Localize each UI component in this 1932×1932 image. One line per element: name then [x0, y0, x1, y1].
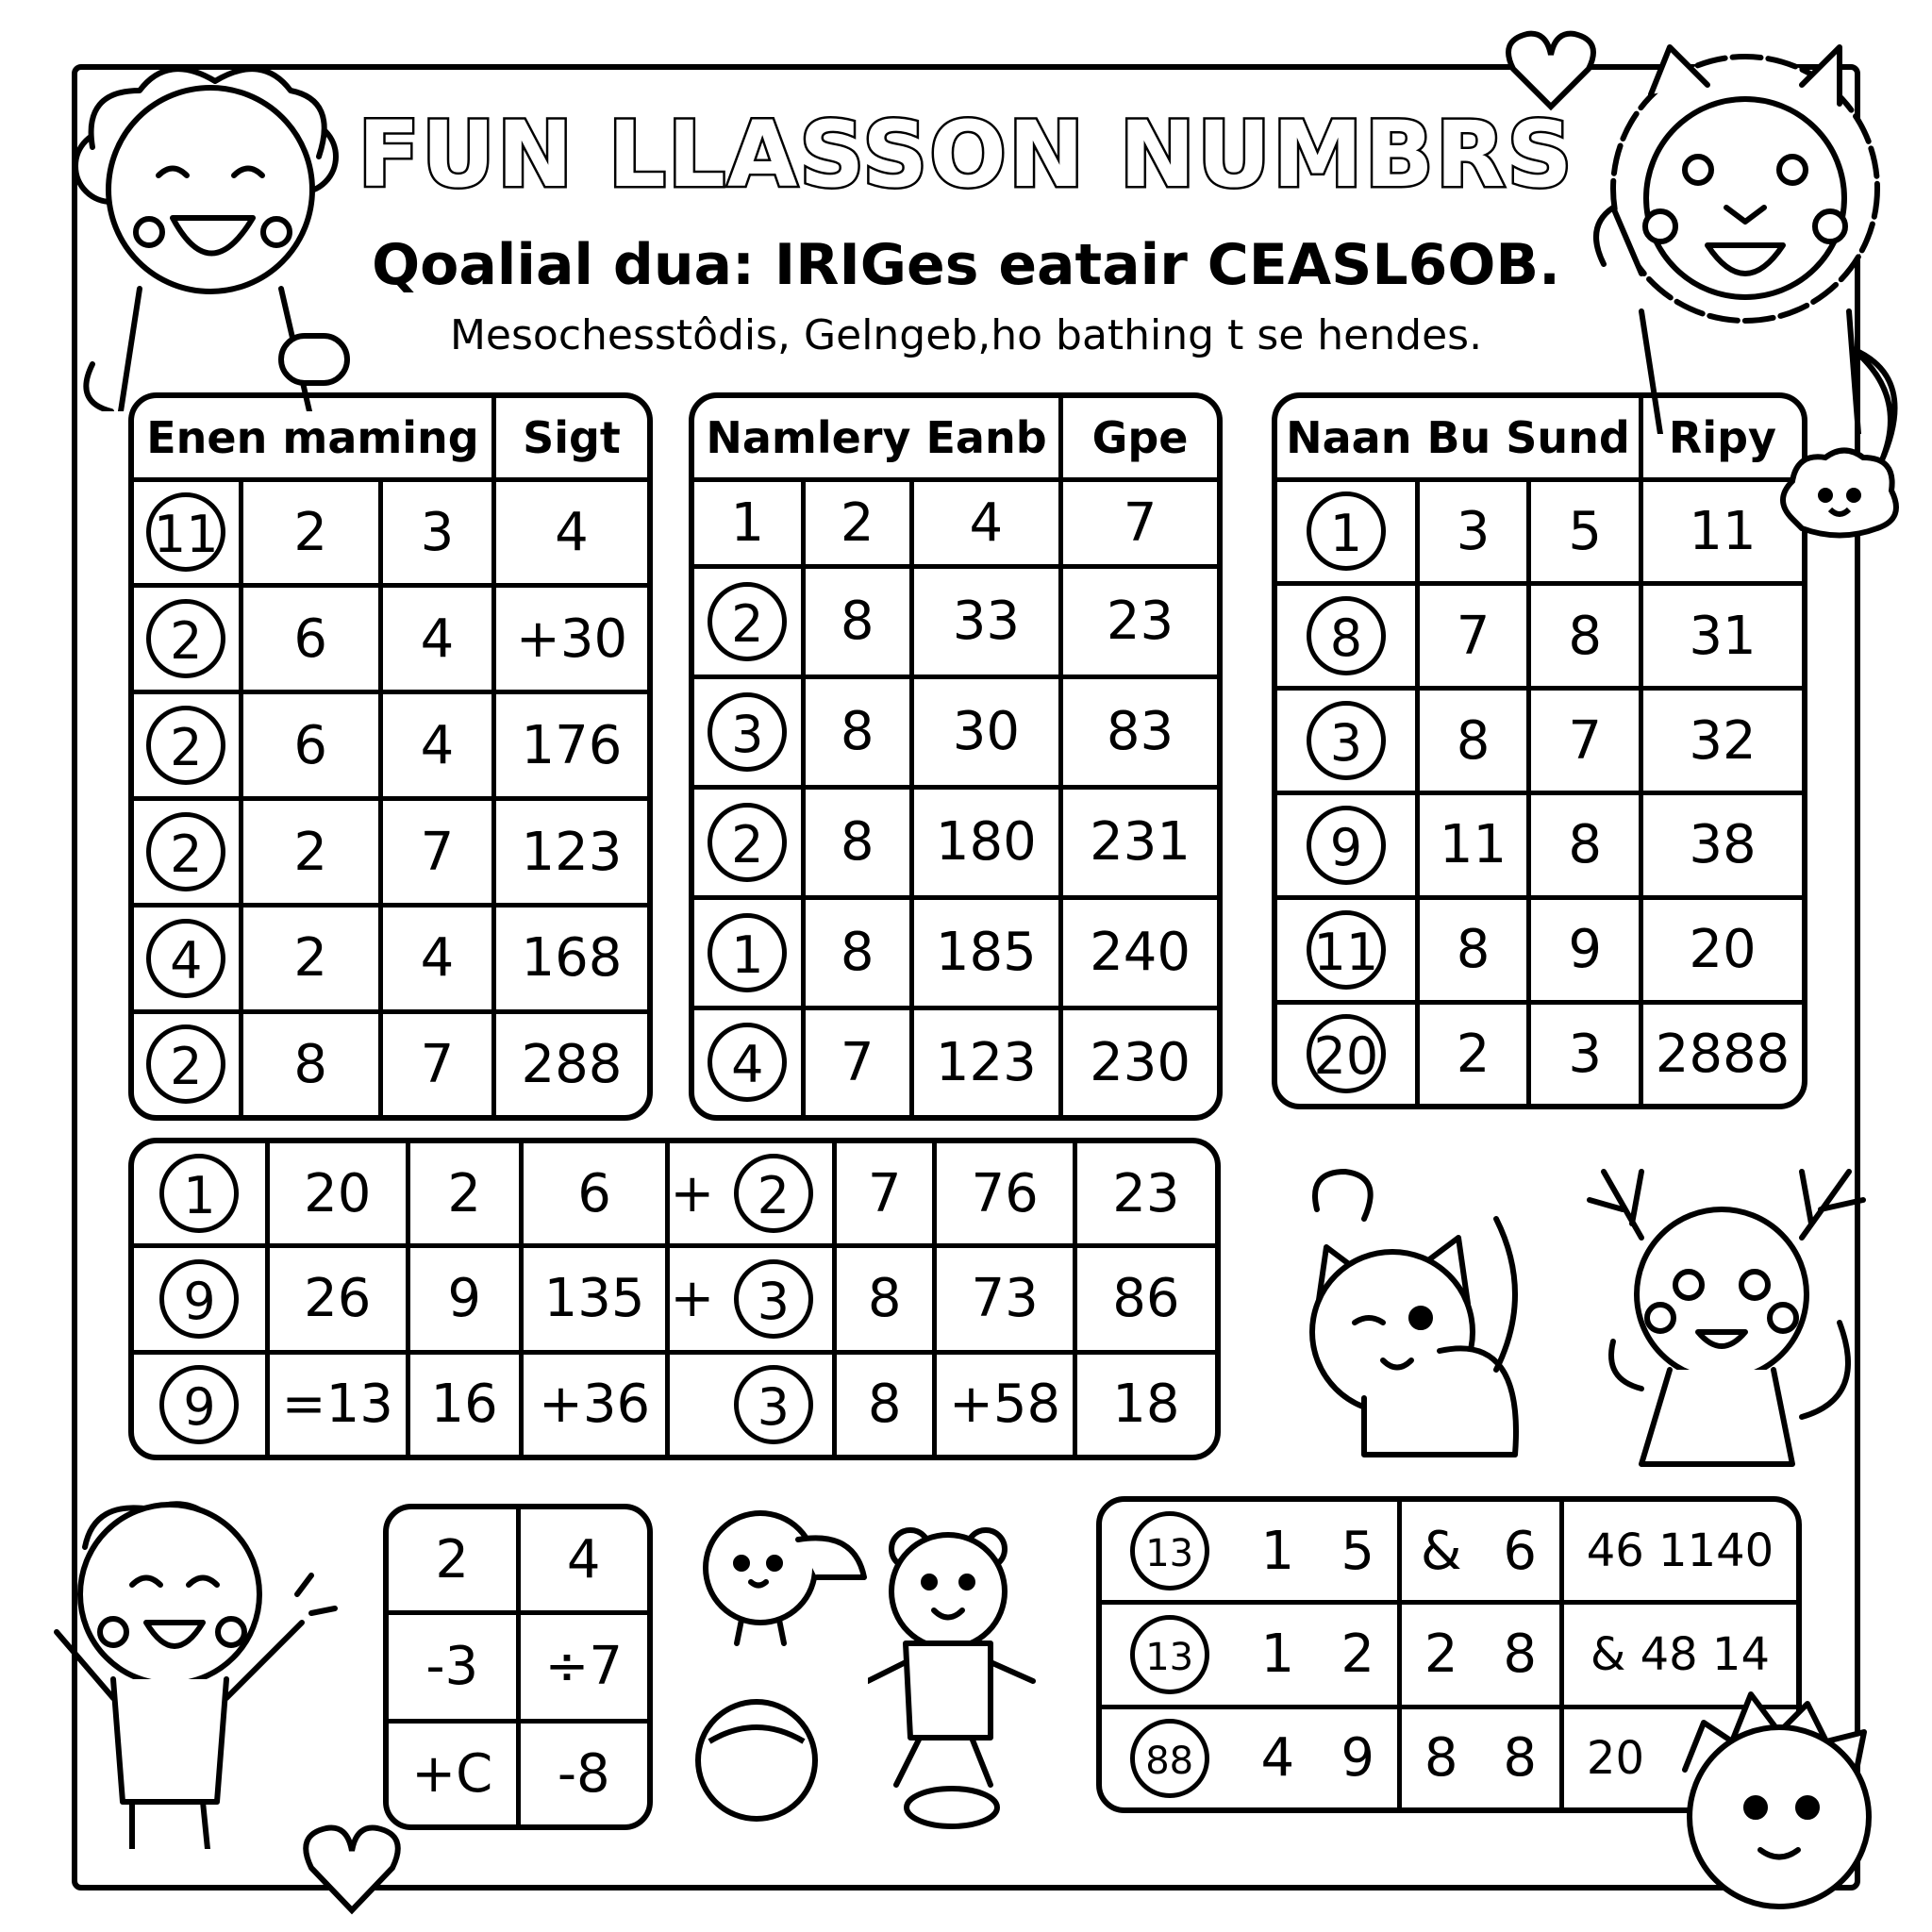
- table-cell: 4: [380, 905, 493, 1011]
- number-table-2: [689, 392, 1223, 1121]
- table-cell: 8: [1529, 793, 1641, 898]
- table-cell: 4: [380, 586, 493, 692]
- table-cell: 1: [1237, 1502, 1318, 1603]
- number-circle: 3: [734, 1259, 813, 1339]
- table-cell: 2888: [1641, 1002, 1802, 1104]
- number-circle: 2: [146, 812, 225, 891]
- table-cell: 8: [241, 1011, 380, 1115]
- table-header: Naan Bu Sund: [1277, 398, 1641, 479]
- instructions: Mesochesstôdis, Gelngeb,ho bathing t se hendes.: [449, 311, 1483, 359]
- table-cell: 16: [408, 1352, 521, 1455]
- table-cell: 6: [1480, 1502, 1561, 1603]
- table-cell: =13: [267, 1352, 408, 1455]
- table-cell: 231: [1061, 787, 1217, 897]
- table-cell: 7: [380, 1011, 493, 1115]
- table-cell: 3: [380, 479, 493, 586]
- number-circle: 9: [159, 1259, 239, 1339]
- number-table-3: [1272, 392, 1807, 1109]
- table-cell: 6: [241, 692, 380, 799]
- table-cell: 4: [493, 479, 647, 586]
- ring-icon: [900, 1779, 1004, 1836]
- number-circle: 4: [146, 919, 225, 998]
- number-circle: 11: [146, 492, 225, 572]
- table-cell: 288: [493, 1011, 647, 1115]
- table-cell: 11: [1417, 793, 1529, 898]
- ball-icon: [691, 1694, 823, 1826]
- table-cell: 3: [1529, 1002, 1641, 1104]
- table-cell: -3: [389, 1613, 518, 1721]
- table-cell: 8: [835, 1352, 935, 1455]
- heart-icon: [300, 1821, 404, 1915]
- table-cell: 1: [694, 479, 803, 566]
- number-circle: 8: [1307, 596, 1386, 675]
- table-cell: 8: [1480, 1603, 1561, 1707]
- number-circle: 1: [159, 1154, 239, 1233]
- number-table-4: [128, 1138, 1221, 1460]
- number-circle: 88: [1130, 1719, 1209, 1798]
- table-cell: 2: [408, 1143, 521, 1246]
- table-cell: 11: [1641, 479, 1802, 584]
- table-cell: 176: [493, 692, 647, 799]
- table-cell: 123: [911, 1008, 1060, 1115]
- operator-cell: +: [668, 1143, 715, 1246]
- table-cell: 8: [1417, 897, 1529, 1002]
- table-cell: 32: [1641, 689, 1802, 793]
- heart-icon: [1504, 26, 1598, 111]
- table-cell: 8: [1480, 1707, 1561, 1807]
- number-circle: 9: [1307, 806, 1386, 885]
- table-cell: 2: [389, 1509, 518, 1613]
- table-cell: 9: [1529, 897, 1641, 1002]
- table-cell: 240: [1061, 897, 1217, 1008]
- number-circle: 9: [159, 1365, 239, 1444]
- table-cell: 230: [1061, 1008, 1217, 1115]
- table-cell: 76: [935, 1143, 1075, 1246]
- table-cell: 2: [1399, 1603, 1480, 1707]
- table-cell: 2: [1417, 1002, 1529, 1104]
- table-cell: 38: [1641, 793, 1802, 898]
- deer-cub-icon: [1585, 1153, 1868, 1474]
- table-cell: 7: [1061, 479, 1217, 566]
- table-header: Sigt: [493, 398, 647, 479]
- table-header: Namlery Eanb: [694, 398, 1061, 479]
- table-cell: 6: [521, 1143, 668, 1246]
- hedgehog-icon: [1666, 1685, 1883, 1921]
- bird-icon: [694, 1502, 874, 1653]
- number-circle: 2: [708, 803, 787, 882]
- table-cell: 8: [1417, 689, 1529, 793]
- table-cell: 1: [1237, 1603, 1318, 1707]
- operator-cell: +: [668, 1246, 715, 1352]
- table-cell: 3: [1417, 479, 1529, 584]
- table-cell: 123: [493, 799, 647, 906]
- table-cell: 8: [803, 787, 911, 897]
- table-cell: 4: [911, 479, 1060, 566]
- table-cell: 20: [1561, 1707, 1796, 1807]
- table-cell: 18: [1074, 1352, 1215, 1455]
- table-cell: 168: [493, 905, 647, 1011]
- table-cell: 2: [803, 479, 911, 566]
- table-cell: 4: [518, 1509, 647, 1613]
- table-cell: 31: [1641, 584, 1802, 689]
- table-cell: ÷7: [518, 1613, 647, 1721]
- boy-lion-icon: [55, 53, 366, 411]
- table-cell: 7: [1529, 689, 1641, 793]
- table-cell: 2: [241, 905, 380, 1011]
- number-circle: 11: [1307, 910, 1386, 990]
- table-cell: 86: [1074, 1246, 1215, 1352]
- number-circle: 2: [146, 706, 225, 785]
- bear-cub-icon: [868, 1521, 1038, 1794]
- table-cell: 135: [521, 1246, 668, 1352]
- table-cell: 6: [241, 586, 380, 692]
- number-circle: 2: [708, 582, 787, 661]
- number-circle: 4: [708, 1023, 787, 1102]
- table-cell: +30: [493, 586, 647, 692]
- table-cell: 83: [1061, 676, 1217, 787]
- number-circle: 13: [1130, 1511, 1209, 1591]
- table-cell: -8: [518, 1721, 647, 1824]
- table-cell: 8: [803, 897, 911, 1008]
- table-cell: 5: [1318, 1502, 1399, 1603]
- table-cell: 2: [1318, 1603, 1399, 1707]
- number-circle: 3: [1307, 701, 1386, 780]
- table-cell: 9: [1318, 1707, 1399, 1807]
- table-cell: 8: [803, 676, 911, 787]
- kitten-icon: [1279, 1162, 1534, 1474]
- table-cell: 2: [241, 799, 380, 906]
- table-cell: +58: [935, 1352, 1075, 1455]
- table-cell: 4: [380, 692, 493, 799]
- table-cell: 7: [835, 1143, 935, 1246]
- table-cell: 20: [1641, 897, 1802, 1002]
- table-cell: 4: [1237, 1707, 1318, 1807]
- waving-boy-icon: [28, 1491, 340, 1849]
- number-circle: 20: [1307, 1014, 1386, 1093]
- number-circle: 3: [708, 692, 787, 772]
- table-cell: 73: [935, 1246, 1075, 1352]
- number-table-1: [128, 392, 653, 1121]
- table-cell: 2: [241, 479, 380, 586]
- table-cell: +36: [521, 1352, 668, 1455]
- table-cell: 9: [408, 1246, 521, 1352]
- table-cell: 180: [911, 787, 1060, 897]
- page-title: FUN LLASSON NUMBRS: [358, 102, 1574, 208]
- table-cell: 26: [267, 1246, 408, 1352]
- table-cell: +C: [389, 1721, 518, 1824]
- table-cell: 5: [1529, 479, 1641, 584]
- table-header: Ripy: [1641, 398, 1802, 479]
- table-cell: 7: [380, 799, 493, 906]
- table-header: Enen maming: [134, 398, 493, 479]
- table-cell: 33: [911, 566, 1060, 676]
- number-circle: 1: [708, 913, 787, 992]
- number-circle: 3: [734, 1365, 813, 1444]
- table-cell: 23: [1074, 1143, 1215, 1246]
- table-cell: 8: [835, 1246, 935, 1352]
- number-circle: 2: [146, 1024, 225, 1104]
- table-cell: 8: [1399, 1707, 1480, 1807]
- table-cell: 23: [1061, 566, 1217, 676]
- number-table-5: [383, 1504, 653, 1830]
- number-circle: 2: [146, 599, 225, 678]
- table-cell: 46 1140: [1561, 1502, 1796, 1603]
- table-cell: 8: [1529, 584, 1641, 689]
- number-circle: 2: [734, 1154, 813, 1233]
- number-circle: 1: [1307, 491, 1386, 571]
- table-cell: & 48 14: [1561, 1603, 1796, 1707]
- table-cell: 185: [911, 897, 1060, 1008]
- table-cell: &: [1399, 1502, 1480, 1603]
- table-header: Gpe: [1061, 398, 1217, 479]
- cloud-face-icon: [1774, 443, 1906, 547]
- table-cell: 7: [803, 1008, 911, 1115]
- table-cell: 30: [911, 676, 1060, 787]
- number-circle: 13: [1130, 1615, 1209, 1694]
- table-cell: 20: [267, 1143, 408, 1246]
- page-subtitle: Qoalial dua: IRIGes eatair CEASL6OB.: [372, 232, 1560, 298]
- operator-cell: [668, 1352, 715, 1455]
- table-cell: 7: [1417, 584, 1529, 689]
- table-cell: 8: [803, 566, 911, 676]
